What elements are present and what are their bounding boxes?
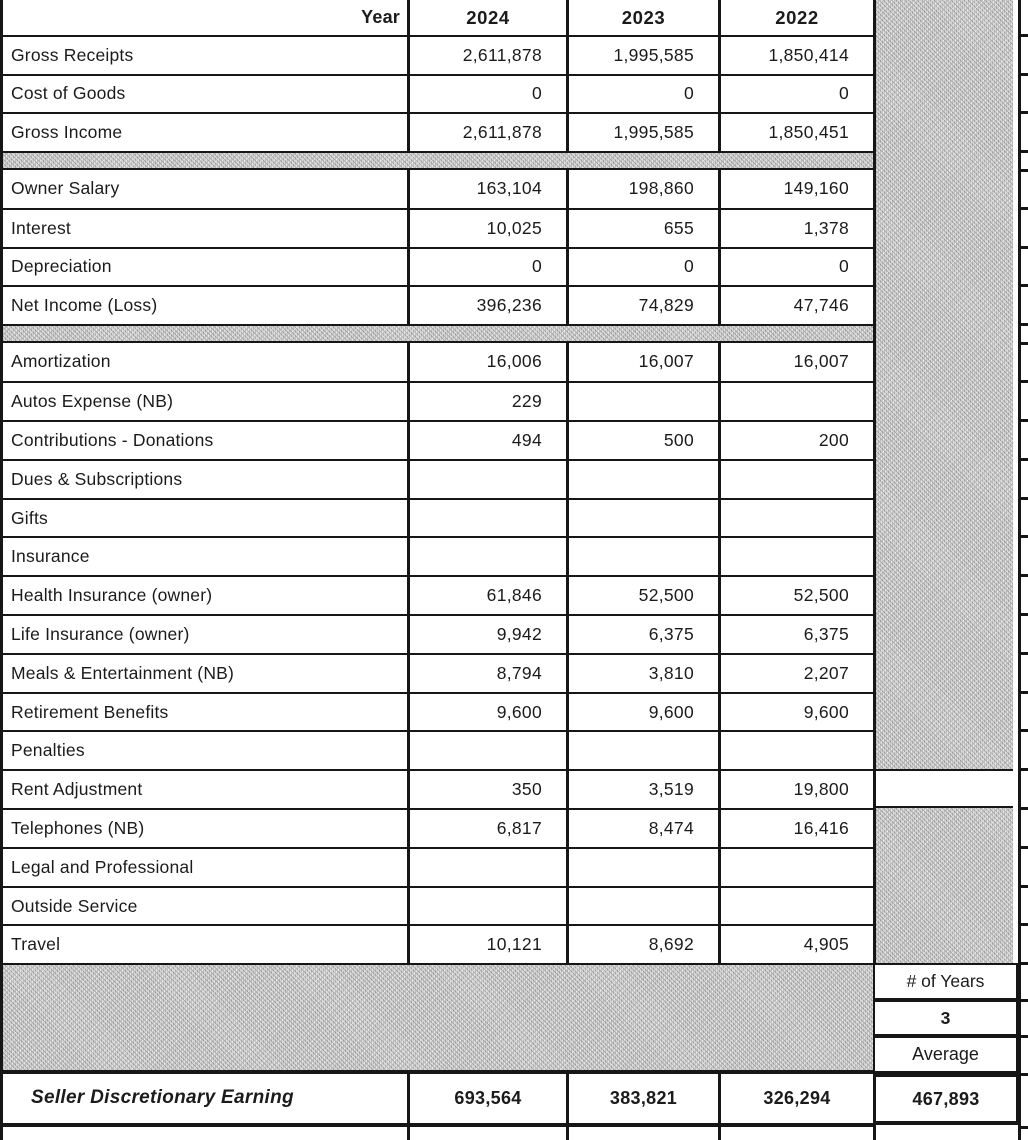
cell-2023: 74,829 <box>566 287 718 324</box>
cell-2024: 494 <box>407 422 566 459</box>
cell-2022: 16,416 <box>718 810 873 847</box>
table-row <box>3 886 873 925</box>
table-row <box>3 420 873 459</box>
cell-2024 <box>407 732 566 769</box>
cell-2024: 10,025 <box>407 210 566 247</box>
row-label <box>3 1127 407 1140</box>
cell-2024: 0 <box>407 76 566 113</box>
row-line-tick <box>1021 846 1028 849</box>
sde-label: Seller Discretionary Earning <box>31 1087 294 1109</box>
cell-2023: 52,500 <box>566 577 718 614</box>
table-row <box>3 247 873 286</box>
table-row <box>3 208 873 247</box>
table-row <box>3 35 873 74</box>
col-header-2022: 2022 <box>718 0 873 35</box>
row-line-tick <box>1021 923 1028 926</box>
row-line-tick <box>1021 691 1028 694</box>
row-label: Legal and Professional <box>11 856 194 877</box>
average-label-cell: Average <box>873 1036 1018 1073</box>
row-label: Amortization <box>11 351 111 372</box>
row-line-tick <box>1021 34 1028 37</box>
cell-2022 <box>718 849 873 886</box>
cell-2023: 3,519 <box>566 771 718 808</box>
cell-2023: 8,692 <box>566 926 718 963</box>
cell-2022: 1,850,414 <box>718 37 873 74</box>
cell-2023 <box>566 888 718 925</box>
table-row <box>3 730 873 769</box>
table-row <box>3 924 873 963</box>
cell-2023 <box>566 538 718 575</box>
table-row <box>3 112 873 151</box>
col-header-2024: 2024 <box>407 0 566 35</box>
row-label: Owner Salary <box>11 178 120 199</box>
cell-2022: 4,905 <box>718 926 873 963</box>
cell-2024 <box>407 538 566 575</box>
table-row <box>3 769 873 808</box>
cell-2022 <box>718 732 873 769</box>
right-strip-blank-cell <box>876 769 1013 808</box>
row-line-tick <box>1021 574 1028 577</box>
sde-average-value-cell: 467,893 <box>873 1073 1018 1125</box>
border-stub <box>873 1125 876 1140</box>
cell-2022 <box>718 461 873 498</box>
cell-2023: 6,375 <box>566 616 718 653</box>
row-line-tick <box>1021 458 1028 461</box>
sde-value-2024: 693,564 <box>407 1074 566 1123</box>
table-row <box>3 381 873 420</box>
table-header-row <box>3 0 873 35</box>
empty-cell <box>566 1127 718 1140</box>
cell-2022: 1,850,451 <box>718 114 873 151</box>
year-header-label: Year <box>361 7 400 27</box>
cell-2024: 8,794 <box>407 655 566 692</box>
row-line-tick <box>1021 73 1028 76</box>
cell-2024: 0 <box>407 249 566 286</box>
row-label: Outside Service <box>11 895 138 916</box>
row-label: Gross Income <box>11 121 123 142</box>
sde-value-2023: 383,821 <box>566 1074 718 1123</box>
row-line-tick <box>1021 729 1028 732</box>
cell-2024 <box>407 888 566 925</box>
row-line-tick <box>1021 807 1028 810</box>
row-line-tick <box>1021 652 1028 655</box>
num-years-value-cell: 3 <box>873 1000 1018 1036</box>
cell-2024 <box>407 461 566 498</box>
row-label: Health Insurance (owner) <box>11 585 213 606</box>
right-shaded-strip-top <box>876 0 1013 770</box>
section-income <box>3 35 873 151</box>
section-addbacks <box>3 343 873 964</box>
row-label: Net Income (Loss) <box>11 294 158 315</box>
cell-2022: 149,160 <box>718 170 873 209</box>
row-label: Retirement Benefits <box>11 701 169 722</box>
section-divider-bar <box>3 151 873 170</box>
row-line-tick <box>1021 111 1028 114</box>
right-shaded-strip-bottom <box>876 808 1013 963</box>
row-line-tick <box>1021 885 1028 888</box>
cell-2023: 500 <box>566 422 718 459</box>
table-row <box>3 575 873 614</box>
cell-2022 <box>718 888 873 925</box>
table-row <box>3 74 873 113</box>
cell-2023: 655 <box>566 210 718 247</box>
table-row <box>3 285 873 324</box>
table-row <box>3 459 873 498</box>
row-line-tick <box>1021 284 1028 287</box>
cell-2022 <box>718 383 873 420</box>
row-label: Cost of Goods <box>11 83 126 104</box>
empty-cell <box>407 1127 566 1140</box>
row-line-tick <box>1021 1126 1028 1129</box>
row-label: Gifts <box>11 507 48 528</box>
section-expenses <box>3 170 873 324</box>
cell-2024: 6,817 <box>407 810 566 847</box>
cell-2023: 1,995,585 <box>566 37 718 74</box>
table-row <box>3 536 873 575</box>
row-label: Meals & Entertainment (NB) <box>11 662 235 683</box>
cell-2023 <box>566 849 718 886</box>
row-line-tick <box>1021 613 1028 616</box>
cell-2023 <box>566 461 718 498</box>
row-line-tick <box>1021 246 1028 249</box>
table-row <box>3 170 873 209</box>
row-line-tick <box>1021 999 1028 1002</box>
cell-2023: 198,860 <box>566 170 718 209</box>
row-label: Rent Adjustment <box>11 779 143 800</box>
table-row <box>3 498 873 537</box>
cell-2024: 396,236 <box>407 287 566 324</box>
cutoff-next-column <box>1018 0 1028 1140</box>
cell-2022 <box>718 500 873 537</box>
row-label: Life Insurance (owner) <box>11 623 190 644</box>
row-label: Insurance <box>11 546 90 567</box>
cell-2023: 1,995,585 <box>566 114 718 151</box>
table-row <box>3 692 873 731</box>
row-label: Autos Expense (NB) <box>11 391 174 412</box>
num-years-label-cell: # of Years <box>873 963 1018 1000</box>
cell-2023: 3,810 <box>566 655 718 692</box>
cell-2022 <box>718 538 873 575</box>
sde-value-2022: 326,294 <box>718 1074 873 1123</box>
cell-2024: 16,006 <box>407 343 566 382</box>
table-row <box>3 614 873 653</box>
cell-2024: 61,846 <box>407 577 566 614</box>
table-row <box>3 847 873 886</box>
sde-row <box>3 1074 873 1127</box>
row-line-tick <box>1021 1035 1028 1038</box>
row-label: Depreciation <box>11 256 112 277</box>
cell-2024: 10,121 <box>407 926 566 963</box>
cell-2024 <box>407 849 566 886</box>
cell-2023: 0 <box>566 76 718 113</box>
row-label: Penalties <box>11 740 85 761</box>
row-line-tick <box>1021 768 1028 771</box>
section-divider-bar <box>3 324 873 343</box>
cell-2022: 47,746 <box>718 287 873 324</box>
table-row <box>3 808 873 847</box>
cell-2024: 350 <box>407 771 566 808</box>
cell-2022: 9,600 <box>718 694 873 731</box>
cell-2024: 2,611,878 <box>407 114 566 151</box>
row-line-tick <box>1021 497 1028 500</box>
row-line-tick <box>1021 169 1028 172</box>
row-label: Contributions - Donations <box>11 429 214 450</box>
cell-2024: 163,104 <box>407 170 566 209</box>
cell-2023 <box>566 732 718 769</box>
cell-2024 <box>407 500 566 537</box>
cell-2023: 8,474 <box>566 810 718 847</box>
row-line-tick <box>1021 342 1028 345</box>
cell-2022: 16,007 <box>718 343 873 382</box>
cell-2024: 2,611,878 <box>407 37 566 74</box>
cell-2022: 200 <box>718 422 873 459</box>
row-line-tick <box>1021 323 1028 326</box>
cell-2022: 2,207 <box>718 655 873 692</box>
table-row <box>3 653 873 692</box>
row-line-tick <box>1021 207 1028 210</box>
cell-2022: 1,378 <box>718 210 873 247</box>
cell-2022: 19,800 <box>718 771 873 808</box>
row-line-tick <box>1021 419 1028 422</box>
table-row <box>3 343 873 382</box>
row-line-tick <box>1021 380 1028 383</box>
row-line-tick <box>1021 1073 1028 1076</box>
row-line-tick <box>1021 962 1028 965</box>
cell-2024: 229 <box>407 383 566 420</box>
cell-2022: 6,375 <box>718 616 873 653</box>
cell-2022: 0 <box>718 76 873 113</box>
row-label: Travel <box>11 934 61 955</box>
col-header-2023: 2023 <box>566 0 718 35</box>
bottom-shaded-block <box>3 963 873 1074</box>
cell-2022: 52,500 <box>718 577 873 614</box>
cell-2022: 0 <box>718 249 873 286</box>
cell-2023 <box>566 500 718 537</box>
row-label: Dues & Subscriptions <box>11 468 183 489</box>
cell-2023: 9,600 <box>566 694 718 731</box>
cutoff-bottom-row <box>3 1127 873 1140</box>
cell-2024: 9,600 <box>407 694 566 731</box>
row-label: Gross Receipts <box>11 44 134 65</box>
cell-2023: 0 <box>566 249 718 286</box>
cell-2023: 16,007 <box>566 343 718 382</box>
row-label: Interest <box>11 217 71 238</box>
row-line-tick <box>1021 535 1028 538</box>
row-label: Telephones (NB) <box>11 817 145 838</box>
row-line-tick <box>1021 150 1028 153</box>
empty-cell <box>718 1127 873 1140</box>
cell-2024: 9,942 <box>407 616 566 653</box>
cell-2023 <box>566 383 718 420</box>
